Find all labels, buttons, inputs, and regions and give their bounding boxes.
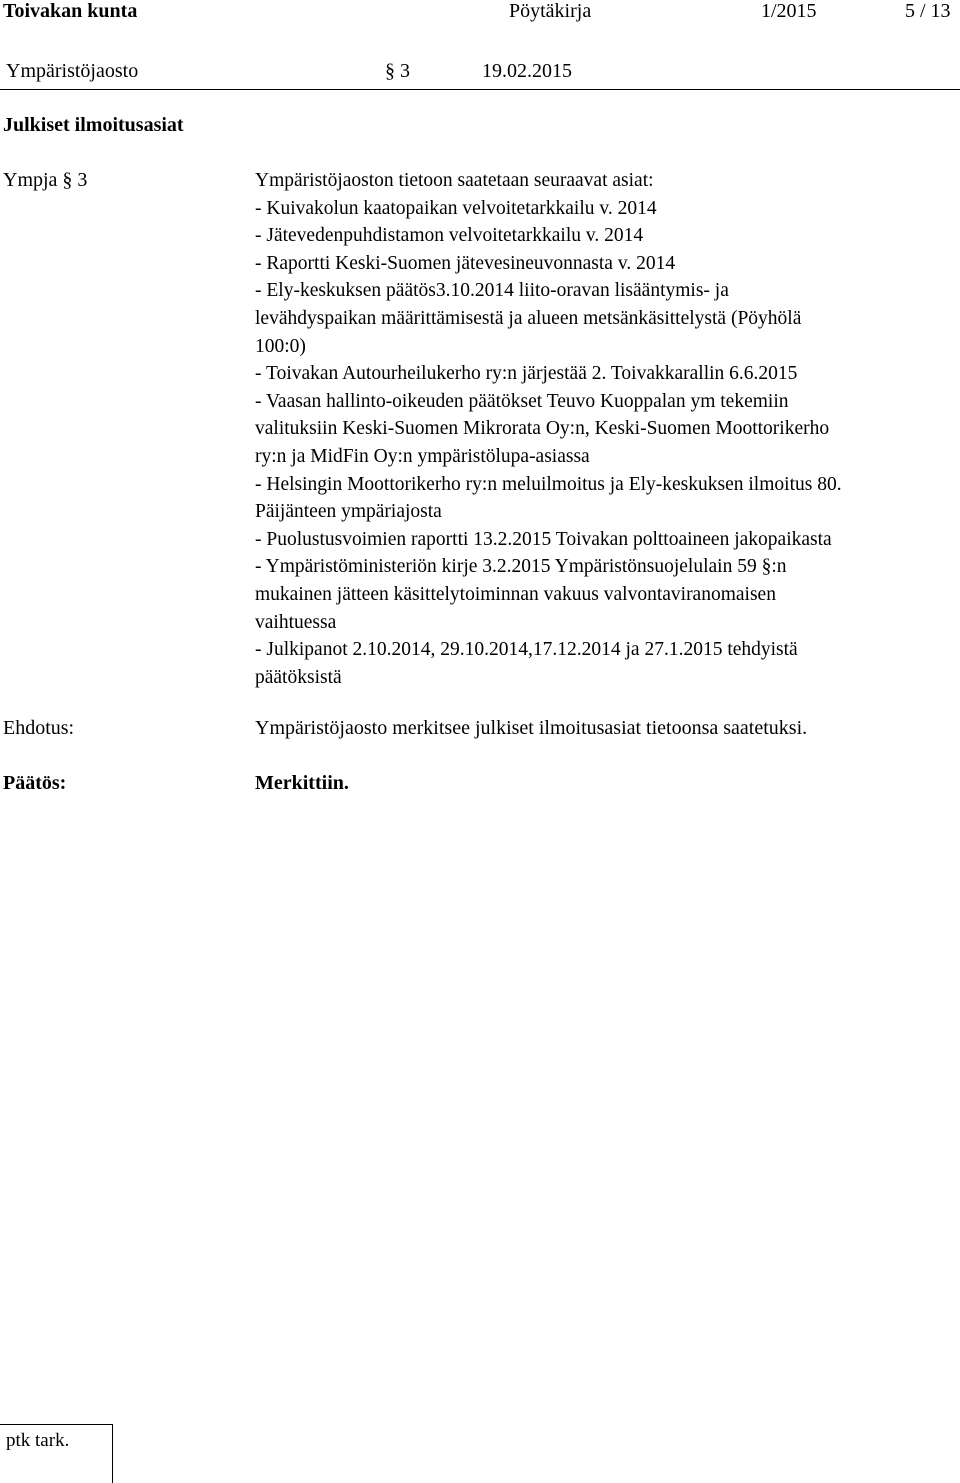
section-title: Julkiset ilmoitusasiat	[3, 114, 184, 136]
paragraph-number: § 3	[385, 60, 410, 82]
minutes-checker-label: ptk tark.	[6, 1430, 70, 1451]
document-number: 1/2015	[761, 0, 817, 22]
minutes-checker-box	[0, 1424, 113, 1483]
body-line: - Vaasan hallinto-oikeuden päätökset Teuvo Kuoppalan ym tekemiin	[255, 390, 789, 412]
decision-label: Päätös:	[3, 772, 67, 794]
body-line: - Julkipanot 2.10.2014, 29.10.2014,17.12.2014 ja 27.1.2015 tehdyistä	[255, 639, 798, 661]
body-line: ry:n ja MidFin Oy:n ympäristölupa-asiassa	[255, 445, 590, 467]
body-line: - Toivakan Autourheilukerho ry:n järjestää 2. Toivakkarallin 6.6.2015	[255, 363, 798, 385]
body-line: - Raportti Keski-Suomen jätevesineuvonnasta v. 2014	[255, 252, 676, 274]
proposal-label: Ehdotus:	[3, 717, 75, 739]
body-line: mukainen jätteen käsittelytoiminnan vakuus valvontaviranomaisen	[255, 583, 776, 605]
document-type: Pöytäkirja	[509, 0, 592, 22]
body-line: päätöksistä	[255, 666, 342, 688]
body-line: vaihtuessa	[255, 611, 337, 633]
page-number: 5 / 13	[905, 0, 951, 22]
body-line: levähdyspaikan määrittämisestä ja alueen metsänkäsittelystä (Pöyhölä	[255, 307, 802, 329]
body-line: - Ympäristöministeriön kirje 3.2.2015 Ympäristönsuojelulain 59 §:n	[255, 556, 787, 578]
body-line: - Puolustusvoimien raportti 13.2.2015 Toivakan polttoaineen jakopaikasta	[255, 528, 832, 550]
body-line: Päijänteen ympäriajosta	[255, 501, 442, 523]
body-line: valituksiin Keski-Suomen Mikrorata Oy:n, Keski-Suomen Moottorikerho	[255, 418, 830, 440]
board-name: Ympäristöjaosto	[6, 60, 139, 82]
body-line: - Ely-keskuksen päätös3.10.2014 liito-oravan lisääntymis- ja	[255, 280, 729, 302]
body-line: Ympäristöjaoston tietoon saatetaan seuraavat asiat:	[255, 170, 654, 191]
header-divider	[0, 89, 960, 90]
meeting-date: 19.02.2015	[482, 60, 572, 82]
body-line: - Jätevedenpuhdistamon velvoitetarkkailu v. 2014	[255, 225, 644, 247]
body-line: - Kuivakolun kaatopaikan velvoitetarkkailu v. 2014	[255, 197, 657, 219]
announcement-list	[255, 167, 955, 691]
proposal-text: Ympäristöjaosto merkitsee julkiset ilmoitusasiat tietoonsa saatetuksi.	[255, 717, 808, 739]
item-label: Ympja § 3	[3, 169, 88, 191]
body-line: 100:0)	[255, 335, 306, 357]
body-line: - Helsingin Moottorikerho ry:n meluilmoitus ja Ely-keskuksen ilmoitus 80.	[255, 473, 842, 495]
decision-text: Merkittiin.	[255, 772, 349, 794]
municipality-name: Toivakan kunta	[3, 0, 138, 22]
